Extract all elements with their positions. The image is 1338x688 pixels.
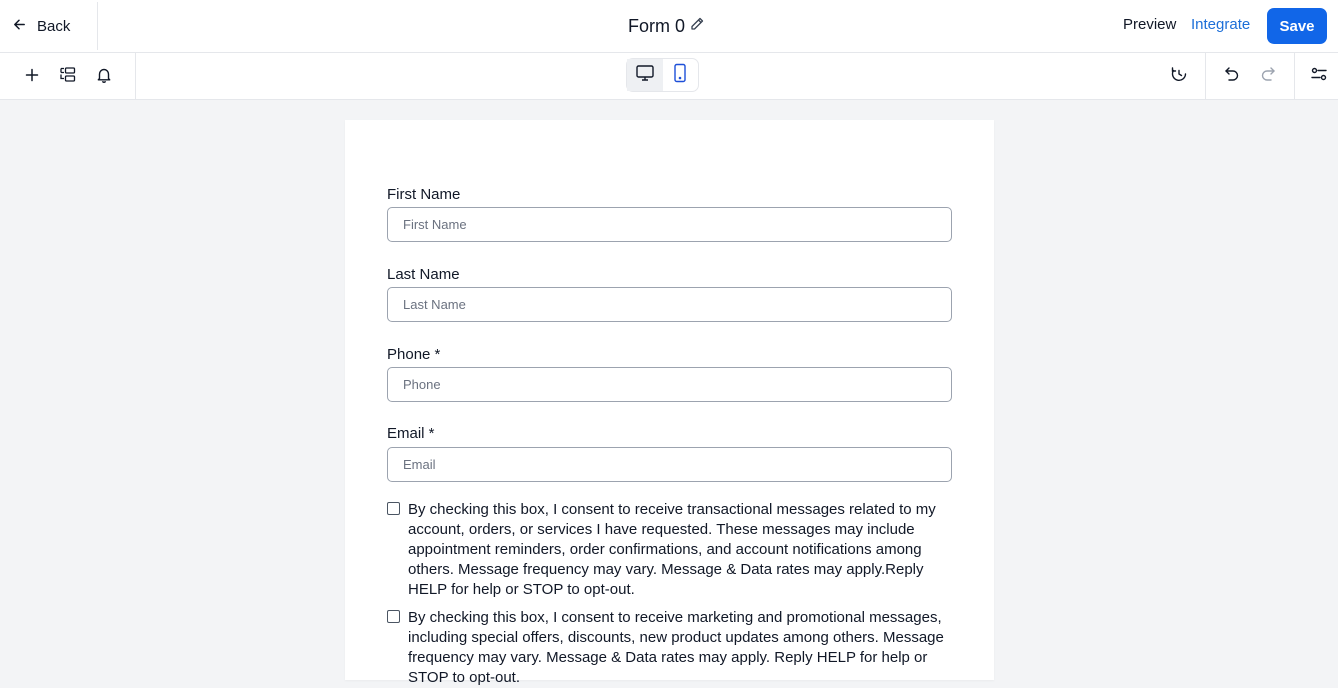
first-name-label: First Name	[387, 186, 461, 203]
form-title[interactable]	[628, 14, 705, 38]
divider	[1205, 53, 1206, 99]
save-button[interactable]: Save	[1267, 8, 1327, 44]
transactional-consent-checkbox[interactable]	[387, 502, 400, 515]
layout-icon[interactable]	[58, 65, 78, 85]
phone-label: Phone *	[387, 346, 441, 363]
marketing-consent-text: By checking this box, I consent to receive marketing and promotional messages, including special offers, discounts, new product updates among others. Message frequency may vary. Message & Data rates may apply. Reply HELP for help or STOP to opt-out.	[408, 609, 944, 686]
marketing-consent	[387, 608, 952, 688]
last-name-label: Last Name	[387, 266, 460, 283]
transactional-consent	[387, 500, 952, 600]
email-label: Email *	[387, 425, 435, 442]
preview-button[interactable]: Preview	[1123, 16, 1177, 33]
top-bar	[0, 0, 1338, 53]
marketing-consent-checkbox[interactable]	[387, 610, 400, 623]
divider	[1294, 53, 1295, 99]
editor-toolbar	[0, 53, 1338, 100]
mobile-view-button[interactable]	[663, 59, 699, 91]
undo-icon[interactable]	[1222, 64, 1242, 84]
back-label: Back	[37, 17, 71, 35]
email-input[interactable]	[387, 447, 952, 482]
settings-sliders-icon[interactable]	[1309, 64, 1329, 84]
desktop-icon	[635, 63, 655, 88]
form-canvas	[345, 120, 994, 686]
back-button[interactable]	[12, 14, 70, 38]
desktop-view-button[interactable]	[627, 59, 663, 91]
pencil-icon[interactable]	[689, 16, 705, 37]
first-name-input[interactable]	[387, 207, 952, 242]
divider	[97, 2, 98, 50]
device-toggle	[626, 58, 699, 92]
last-name-input[interactable]	[387, 287, 952, 322]
transactional-consent-text: By checking this box, I consent to receive transactional messages related to my account, orders, or services I have requested. These messages may include appointment reminders, order confirmations, and account notifications among others. Message frequency may vary. Message & Data rates may apply.Reply HELP for help or STOP to opt-out.	[408, 501, 936, 598]
arrow-left-icon	[12, 17, 27, 36]
phone-input[interactable]	[387, 367, 952, 402]
integrate-button[interactable]: Integrate	[1191, 16, 1251, 33]
divider	[135, 53, 136, 99]
form-title-text: Form 0	[628, 15, 686, 36]
bell-icon[interactable]	[94, 65, 114, 85]
plus-icon[interactable]	[22, 65, 42, 85]
history-icon[interactable]	[1169, 64, 1189, 84]
redo-icon[interactable]	[1258, 64, 1278, 84]
mobile-icon	[670, 63, 690, 88]
